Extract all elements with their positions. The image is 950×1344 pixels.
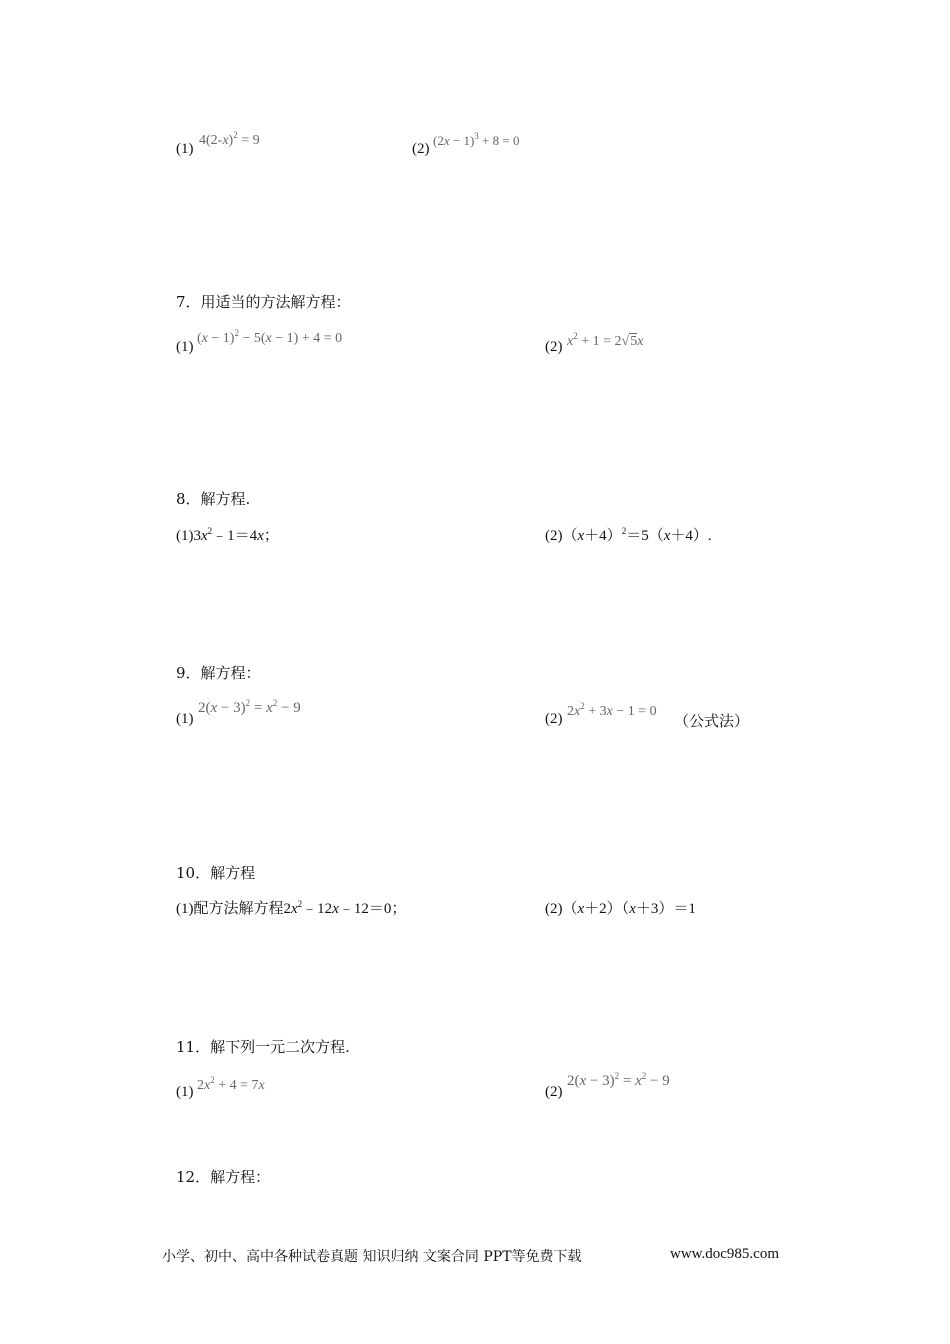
q7-part1-equation: $(x - 1)^2 - 5(x - 1) + 4 = 0$: [197, 328, 343, 346]
q11-part2-label: (2): [545, 1084, 563, 1100]
q10-part1: (1)配方法解方程$2x^2﹣12x﹣12=0$；: [176, 899, 407, 917]
q8-part2: $(2)(x+4)^2=5(x+4)$.: [545, 526, 712, 544]
q8-title: 8．解方程.: [176, 490, 251, 508]
q11-part1-label: (1): [176, 1084, 194, 1100]
q6-part2-label: (2): [412, 141, 430, 157]
q7-part1-label: (1): [176, 339, 194, 355]
q10-part2: (2)（x＋2）（x＋3）＝1: [545, 901, 696, 917]
q6-part2-equation: $(2x - 1)^3 + 8 = 0$: [433, 131, 520, 148]
q7-part2-equation: $x^2 + 1 = 2√5x$: [567, 331, 644, 349]
q9-part1-label: (1): [176, 711, 194, 727]
q9-part1-equation: $2(x - 3)^2 = x^2 - 9$: [198, 698, 301, 716]
q12-title: 12．解方程：: [176, 1168, 271, 1186]
footer-website-link[interactable]: www.doc985.com: [670, 1246, 780, 1262]
q11-part2-equation: $2(x - 3)^2 = x^2 - 9$: [567, 1071, 670, 1089]
q10-title: 10．解方程: [176, 864, 256, 882]
q9-title: 9．解方程：: [176, 664, 261, 682]
q9-part2-equation: $2x^2 + 3x - 1 = 0$: [567, 701, 657, 719]
footer-promo-text: 小学、初中、高中各种试卷真题 知识归纳 文案合同 PPT等免费下载: [162, 1249, 582, 1265]
q11-part1-equation: $2x^2 + 4 = 7x$: [197, 1075, 265, 1093]
q9-part2-note: （公式法）: [674, 712, 750, 730]
q6-part1-label: (1): [176, 141, 194, 157]
q11-title: 11．解下列一元二次方程.: [176, 1038, 350, 1056]
q6-part1-equation: $4(2-x)^2 = 9$: [199, 130, 260, 148]
q7-part2-label: (2): [545, 339, 563, 355]
q8-part1: $(1)3x^2﹣1=4x$；: [176, 526, 279, 544]
q9-part2-label: (2): [545, 711, 563, 727]
q7-title: 7．用适当的方法解方程：: [176, 293, 351, 311]
